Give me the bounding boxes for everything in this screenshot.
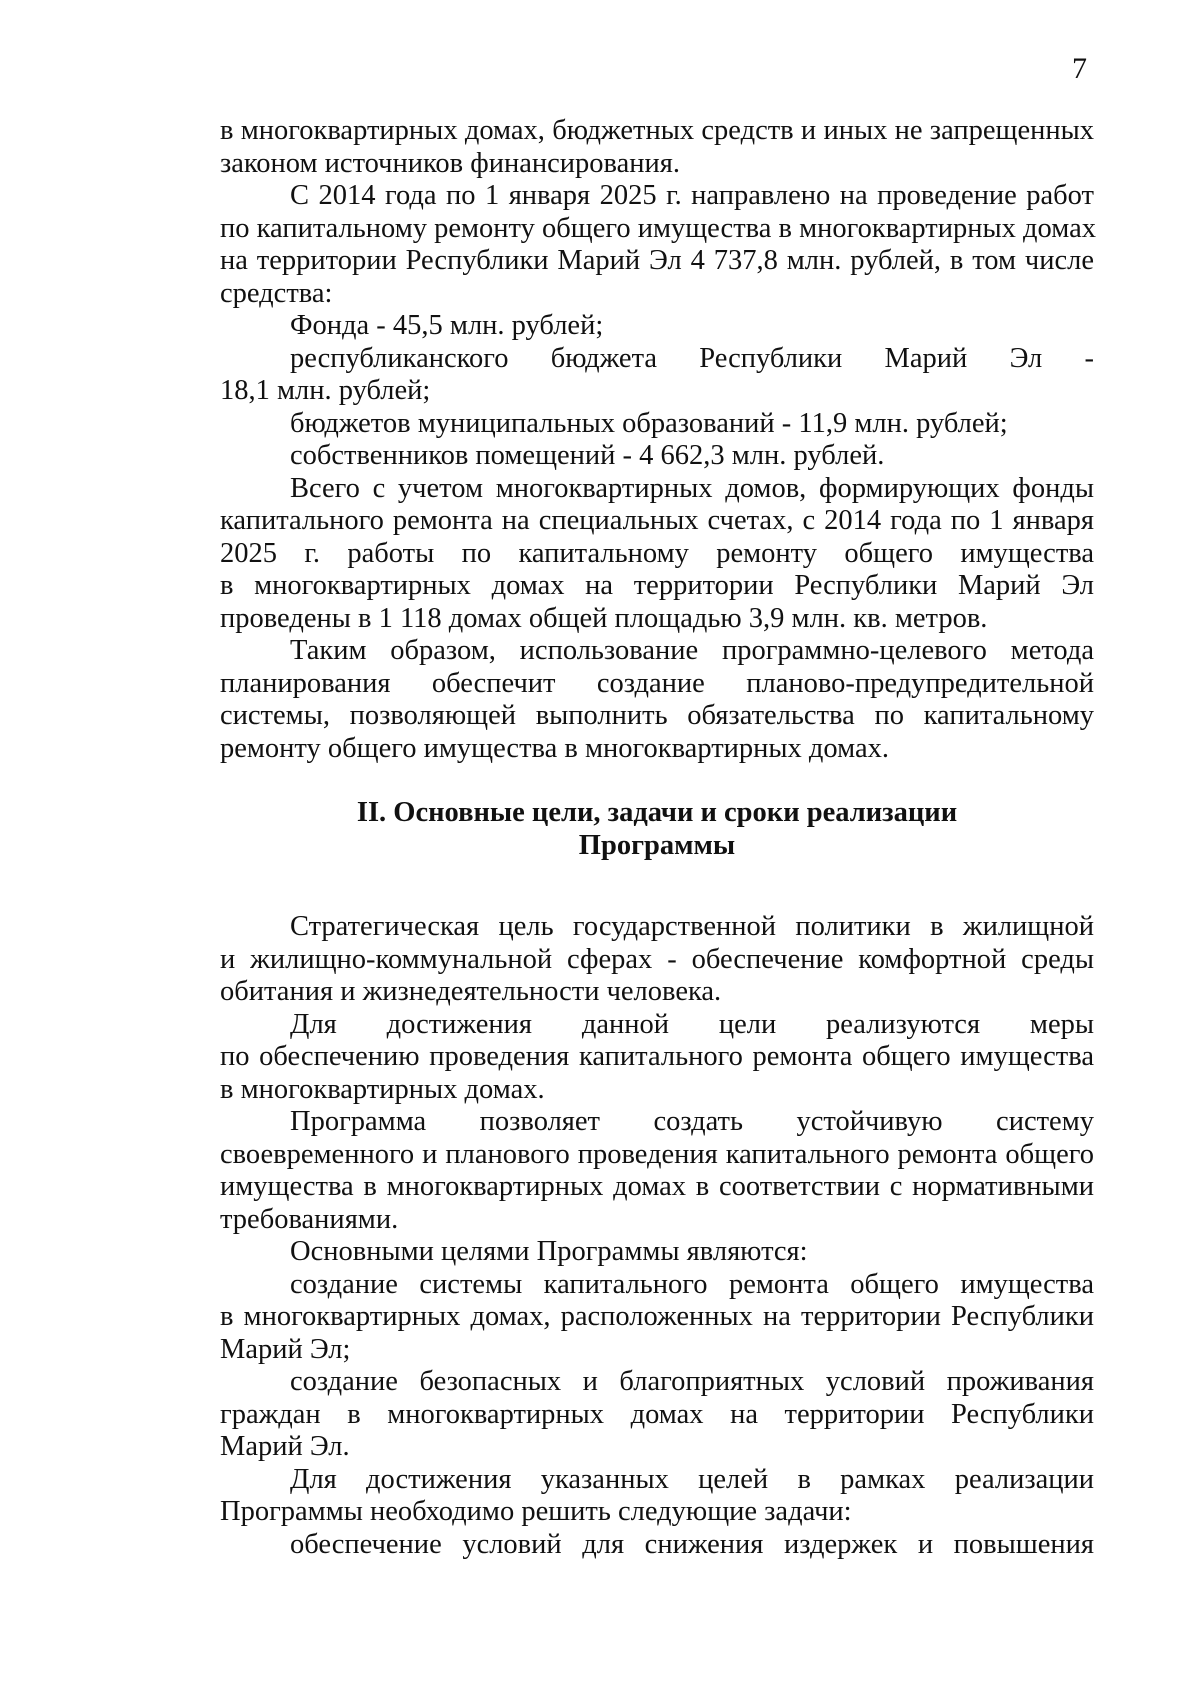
text-line: Основными целями Программы являются: bbox=[290, 1236, 808, 1267]
text-line: в многоквартирных домах на территории Республики Марий Эл bbox=[220, 570, 1094, 601]
text-line: и жилищно-коммунальной сферах - обеспечение комфортной среды bbox=[220, 943, 1094, 975]
text-line: по обеспечению проведения капитального ремонта общего имущества bbox=[220, 1041, 1094, 1072]
text-line: Для достижения данной цели реализуются меры bbox=[290, 1008, 1094, 1040]
text-line: создание безопасных и благоприятных условий проживания bbox=[290, 1366, 1094, 1397]
text-line: в многоквартирных домах, бюджетных средств и иных не запрещенных bbox=[220, 115, 1094, 146]
text-line: требованиями. bbox=[220, 1203, 399, 1235]
text-line: Таким образом, использование программно-целевого метода bbox=[290, 635, 1094, 666]
text-line: С 2014 года по 1 января 2025 г. направлено на проведение работ bbox=[290, 180, 1094, 211]
text-line: республиканского бюджета Республики Марий Эл - bbox=[290, 342, 1094, 374]
text-line: Для достижения указанных целей в рамках реализации bbox=[290, 1463, 1094, 1495]
text-line: создание системы капитального ремонта общего имущества bbox=[290, 1268, 1094, 1300]
text-line: 18,1 млн. рублей; bbox=[220, 375, 431, 406]
section-heading-continued: Программы bbox=[578, 829, 736, 861]
text-line: средства: bbox=[220, 277, 333, 309]
spacer bbox=[220, 765, 1094, 797]
text-line: своевременного и планового проведения капитального ремонта общего bbox=[220, 1138, 1094, 1170]
text-line: обитания и жизнедеятельности человека. bbox=[220, 976, 722, 1007]
text-line: ремонту общего имущества в многоквартирных домах. bbox=[220, 732, 889, 764]
text-line: Фонда - 45,5 млн. рублей; bbox=[290, 310, 604, 341]
text-line: по капитальному ремонту общего имущества в многоквартирных домах bbox=[220, 212, 1096, 244]
text-line: 2025 г. работы по капитальному ремонту общего имущества bbox=[220, 537, 1094, 569]
text-line: Всего с учетом многоквартирных домов, формирующих фонды bbox=[290, 472, 1094, 504]
text-line: в многоквартирных домах. bbox=[220, 1073, 545, 1105]
section-heading: II. Основные цели, задачи и сроки реализации bbox=[356, 797, 958, 828]
text-line: бюджетов муниципальных образований - 11,9 млн. рублей; bbox=[290, 407, 1008, 439]
text-line: капитального ремонта на специальных счетах, с 2014 года по 1 января bbox=[220, 505, 1094, 536]
text-line: обеспечение условий для снижения издержек и повышения bbox=[290, 1528, 1094, 1560]
text-line: законом источников финансирования. bbox=[220, 147, 680, 179]
page-number: 7 bbox=[1072, 52, 1087, 85]
text-line: системы, позволяющей выполнить обязательства по капитальному bbox=[220, 700, 1094, 731]
document-body bbox=[220, 115, 1094, 1561]
text-line: проведены в 1 118 домах общей площадью 3,9 млн. кв. метров. bbox=[220, 602, 988, 634]
text-line: Программы необходимо решить следующие задачи: bbox=[220, 1496, 852, 1527]
text-line: собственников помещений - 4 662,3 млн. рублей. bbox=[290, 440, 885, 471]
spacer bbox=[220, 862, 1094, 911]
text-line: Программа позволяет создать устойчивую систему bbox=[290, 1106, 1094, 1137]
text-line: на территории Республики Марий Эл 4 737,8 млн. рублей, в том числе bbox=[220, 245, 1094, 276]
text-line: Марий Эл. bbox=[220, 1431, 350, 1462]
text-line: Марий Эл; bbox=[220, 1333, 351, 1365]
text-line: Стратегическая цель государственной политики в жилищной bbox=[290, 911, 1094, 942]
text-line: граждан в многоквартирных домах на территории Республики bbox=[220, 1398, 1094, 1430]
text-line: планирования обеспечит создание планово-предупредительной bbox=[220, 667, 1094, 699]
text-line: в многоквартирных домах, расположенных на территории Республики bbox=[220, 1301, 1094, 1332]
text-line: имущества в многоквартирных домах в соответствии с нормативными bbox=[220, 1171, 1094, 1202]
